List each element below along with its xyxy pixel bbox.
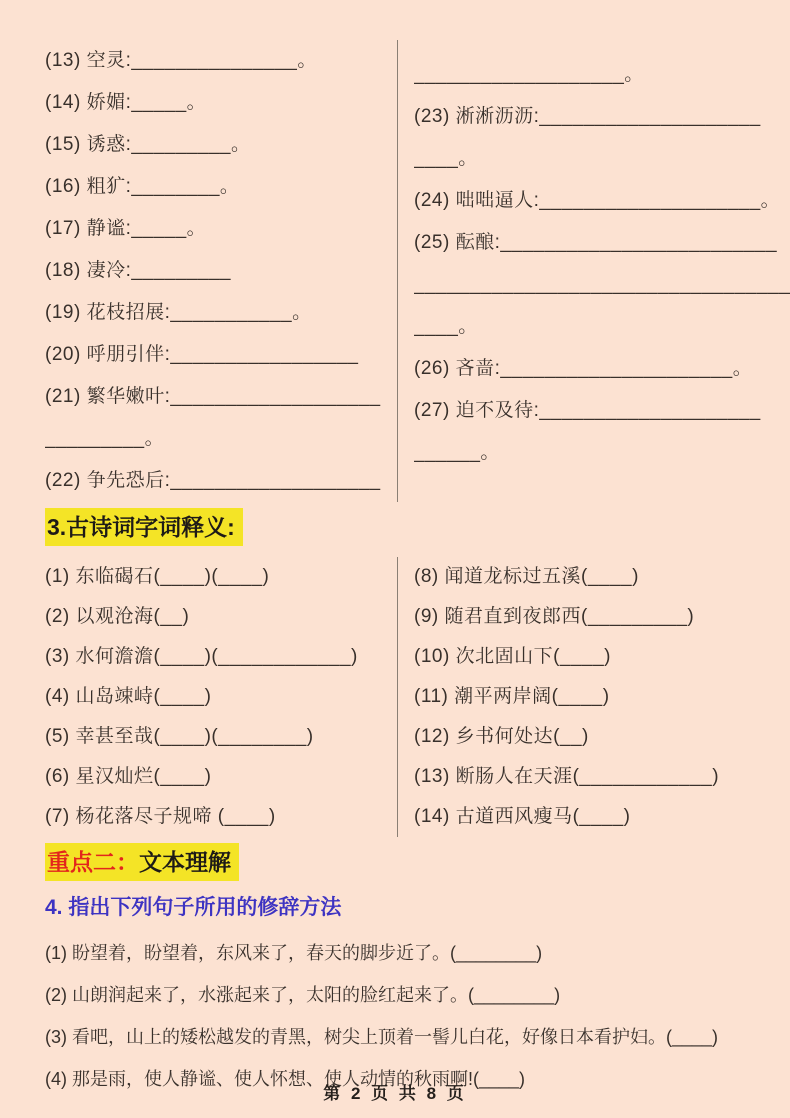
list-item: (6) 星汉灿烂(____) bbox=[45, 766, 212, 787]
poetry-left-column bbox=[45, 557, 397, 837]
list-item: ____。 bbox=[414, 148, 478, 169]
list-item: (5) 幸甚至哉(____)(________) bbox=[45, 726, 314, 747]
poetry-gloss-section bbox=[45, 557, 765, 837]
list-item: (25) 酝酿:_________________________ bbox=[414, 232, 778, 253]
list-item: ______。 bbox=[414, 442, 500, 463]
list-item: (11) 潮平两岸阔(____) bbox=[414, 686, 610, 707]
list-item: (14) 娇媚:_____。 bbox=[45, 92, 207, 113]
list-item: (24) 咄咄逼人:____________________。 bbox=[414, 190, 781, 211]
poetry-right-column bbox=[397, 557, 765, 837]
list-item: (20) 呼朋引伴:_________________ bbox=[45, 344, 359, 365]
list-item: (22) 争先恐后:___________________ bbox=[45, 470, 381, 491]
list-item: ___________________。 bbox=[414, 64, 644, 85]
poetry-heading-highlight: 3.古诗词字词释义: bbox=[45, 508, 243, 546]
list-item: (4) 山岛竦峙(____) bbox=[45, 686, 212, 707]
list-item: (8) 闻道龙标过五溪(____) bbox=[414, 566, 639, 587]
list-item: (2) 山朗润起来了，水涨起来了，太阳的脸红起来了。(________) bbox=[45, 985, 561, 1005]
list-item: (27) 迫不及待:____________________ bbox=[414, 400, 761, 421]
vocab-definitions-section bbox=[45, 40, 790, 502]
rhetoric-question-heading: 4. 指出下列句子所用的修辞方法 bbox=[45, 896, 342, 919]
list-item: (10) 次北固山下(____) bbox=[414, 646, 611, 667]
list-item: (15) 诱惑:_________。 bbox=[45, 134, 251, 155]
list-item: (1) 盼望着，盼望着，东风来了，春天的脚步近了。(________) bbox=[45, 943, 543, 963]
list-item: (4) 那是雨，使人静谧、使人怀想、使人动情的秋雨啊!(____) bbox=[45, 1069, 526, 1089]
list-item: (17) 静谧:_____。 bbox=[45, 218, 207, 239]
list-item: (3) 水何澹澹(____)(____________) bbox=[45, 646, 358, 667]
list-item: (7) 杨花落尽子规啼 (____) bbox=[45, 806, 276, 827]
list-item: (9) 随君直到夜郎西(_________) bbox=[414, 606, 695, 627]
list-item: (3) 看吧，山上的矮松越发的青黑，树尖上顶着一髻儿白花，好像日本看护妇。(____) bbox=[45, 1027, 719, 1047]
list-item: ____。 bbox=[414, 316, 478, 337]
list-item: _________。 bbox=[45, 428, 165, 449]
key-point-highlight bbox=[45, 843, 239, 881]
key-point-heading bbox=[45, 843, 765, 884]
list-item: (19) 花枝招展:___________。 bbox=[45, 302, 312, 323]
list-item: (23) 淅淅沥沥:____________________ bbox=[414, 106, 761, 127]
poetry-section-heading bbox=[45, 508, 765, 549]
key-point-prefix: 重点二： bbox=[47, 849, 139, 875]
list-item: (13) 空灵:_______________。 bbox=[45, 50, 317, 71]
list-item: (14) 古道西风瘦马(____) bbox=[414, 806, 631, 827]
list-item: __________________________________ bbox=[414, 274, 790, 295]
vocab-right-column bbox=[397, 40, 790, 502]
list-item: (1) 东临碣石(____)(____) bbox=[45, 566, 270, 587]
page-indicator: 第 2 页 共 8 页 bbox=[323, 1084, 467, 1103]
list-item: (26) 吝啬:_____________________。 bbox=[414, 358, 753, 379]
list-item: (18) 凄冷:_________ bbox=[45, 260, 231, 281]
key-point-title: 文本理解 bbox=[139, 849, 231, 875]
list-item: (13) 断肠人在天涯(____________) bbox=[414, 766, 720, 787]
rhetoric-sentences bbox=[45, 932, 765, 1100]
list-item: (12) 乡书何处达(__) bbox=[414, 726, 589, 747]
list-item: (2) 以观沧海(__) bbox=[45, 606, 190, 627]
vocab-left-column bbox=[45, 40, 397, 502]
list-item: (16) 粗犷:________。 bbox=[45, 176, 240, 197]
list-item: (21) 繁华嫩叶:___________________ bbox=[45, 386, 381, 407]
